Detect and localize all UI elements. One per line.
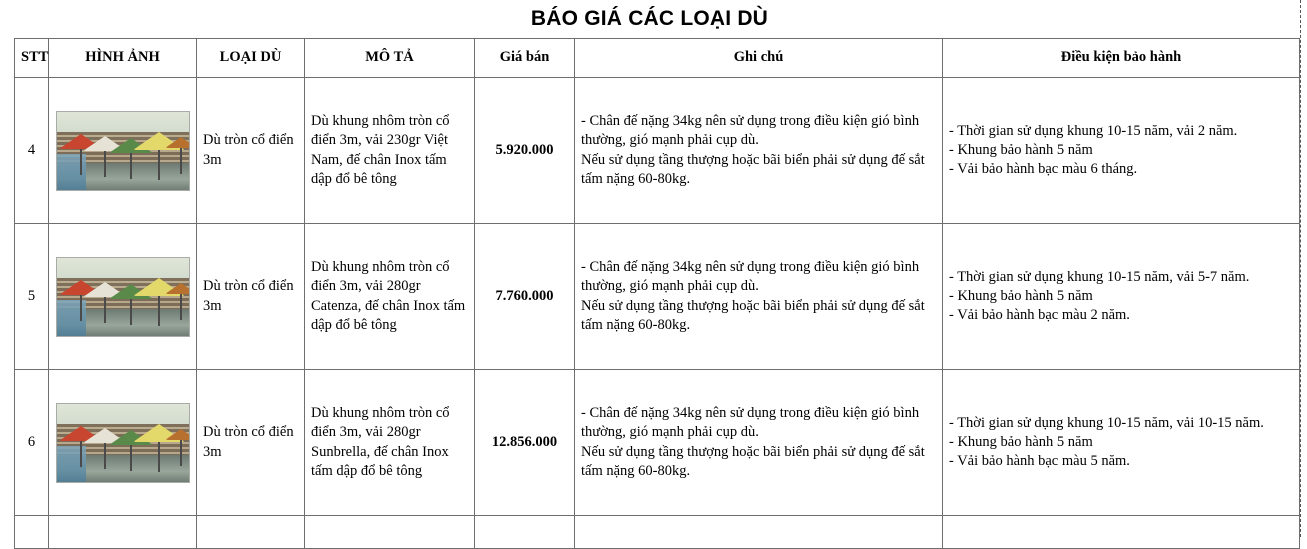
column-header-description: MÔ TẢ: [305, 39, 475, 78]
cell-description: Dù khung nhôm tròn cổ điển 3m, vải 280gr Catenza, đế chân Inox tấm dập đổ bê tông: [305, 224, 475, 370]
cell-price: 7.760.000: [475, 224, 575, 370]
cell-stt: [15, 516, 49, 549]
umbrella-photo: [56, 403, 190, 483]
note-line: - Chân đế nặng 34kg nên sử dụng trong điều kiện gió bình thường, gió mạnh phải cụp dù.: [581, 405, 920, 441]
column-header-note: Ghi chú: [575, 39, 943, 78]
page-title: BÁO GIÁ CÁC LOẠI DÙ: [530, 7, 769, 30]
note-line: Nếu sử dụng tầng thượng hoặc bãi biển phải sử dụng đế sắt tấm nặng 60-80kg.: [581, 297, 925, 333]
table-header-row: [15, 39, 1300, 78]
cell-image: [49, 78, 197, 224]
note-line: - Chân đế nặng 34kg nên sử dụng trong điều kiện gió bình thường, gió mạnh phải cụp dù.: [581, 259, 920, 295]
warranty-line: - Thời gian sử dụng khung 10-15 năm, vải 2 năm.: [949, 122, 1238, 139]
table-row: [15, 370, 1300, 516]
cell-stt: 4: [15, 78, 49, 224]
cell-image: [49, 516, 197, 549]
cell-type: Dù tròn cổ điển 3m: [197, 224, 305, 370]
cell-description: [305, 516, 475, 549]
umbrella-icon: [165, 283, 190, 320]
table-row-partial: [15, 516, 1300, 549]
cell-type: [197, 516, 305, 549]
umbrella-photo: [56, 111, 190, 191]
umbrella-icon: [165, 137, 190, 174]
document-title-bar: [0, 0, 1307, 38]
cell-description: Dù khung nhôm tròn cổ điển 3m, vải 280gr Sunbrella, đế chân Inox tấm dập đổ bê tông: [305, 370, 475, 516]
warranty-line: - Khung bảo hành 5 năm: [949, 141, 1093, 158]
cell-stt: 6: [15, 370, 49, 516]
column-header-stt: STT: [15, 39, 49, 78]
note-line: - Chân đế nặng 34kg nên sử dụng trong điều kiện gió bình thường, gió mạnh phải cụp dù.: [581, 113, 920, 149]
column-header-warranty: Điều kiện bảo hành: [943, 39, 1300, 78]
cell-price: [475, 516, 575, 549]
cell-price: 12.856.000: [475, 370, 575, 516]
cell-warranty: [943, 370, 1300, 516]
cell-note: [575, 78, 943, 224]
cell-warranty: [943, 78, 1300, 224]
cell-price: 5.920.000: [475, 78, 575, 224]
warranty-line: - Thời gian sử dụng khung 10-15 năm, vải 10-15 năm.: [949, 414, 1264, 431]
warranty-line: - Thời gian sử dụng khung 10-15 năm, vải 5-7 năm.: [949, 268, 1250, 285]
cell-description: Dù khung nhôm tròn cổ điển 3m, vải 230gr Việt Nam, đế chân Inox tấm dập đổ bê tông: [305, 78, 475, 224]
umbrella-photo: [56, 257, 190, 337]
warranty-line: - Vải bảo hành bạc màu 2 năm.: [949, 307, 1130, 324]
column-header-image: HÌNH ẢNH: [49, 39, 197, 78]
warranty-line: - Khung bảo hành 5 năm: [949, 433, 1093, 450]
table-row: [15, 224, 1300, 370]
cell-stt: 5: [15, 224, 49, 370]
column-header-price: Giá bán: [475, 39, 575, 78]
cell-warranty: [943, 224, 1300, 370]
umbrella-icon: [165, 429, 190, 466]
cell-warranty: [943, 516, 1300, 549]
price-quote-table: [14, 38, 1300, 549]
warranty-line: - Vải bảo hành bạc màu 6 tháng.: [949, 161, 1138, 178]
cell-note: [575, 370, 943, 516]
column-header-type: LOẠI DÙ: [197, 39, 305, 78]
table-row: [15, 78, 1300, 224]
cell-image: [49, 224, 197, 370]
page-break-guide: [1300, 0, 1301, 537]
cell-note: [575, 516, 943, 549]
cell-note: [575, 224, 943, 370]
note-line: Nếu sử dụng tầng thượng hoặc bãi biển phải sử dụng đế sắt tấm nặng 60-80kg.: [581, 151, 925, 187]
cell-image: [49, 370, 197, 516]
cell-type: Dù tròn cổ điển 3m: [197, 370, 305, 516]
note-line: Nếu sử dụng tầng thượng hoặc bãi biển phải sử dụng đế sắt tấm nặng 60-80kg.: [581, 443, 925, 479]
warranty-line: - Khung bảo hành 5 năm: [949, 287, 1093, 304]
warranty-line: - Vải bảo hành bạc màu 5 năm.: [949, 453, 1130, 470]
cell-type: Dù tròn cổ điển 3m: [197, 78, 305, 224]
